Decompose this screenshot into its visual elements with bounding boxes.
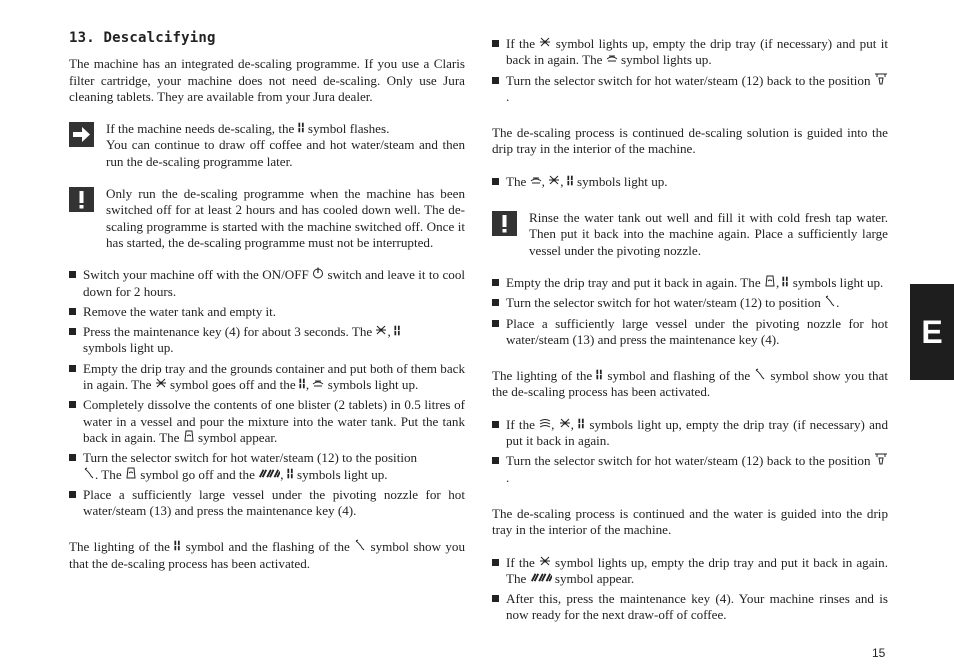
list-item: Turn the selector switch for hot water/steam (12) back to the position .: [492, 453, 888, 486]
cleaning-icon: [530, 572, 552, 583]
descale-bars-icon: [567, 175, 574, 186]
right-steps-list-2: [492, 174, 888, 190]
drip-tray-icon: [606, 52, 618, 64]
descale-bars-icon: [299, 378, 306, 389]
list-item: If the symbol lights up, empty the drip tray and put it back in again. The symbol appear.: [492, 555, 888, 588]
section-title: 13. Descalcifying: [69, 30, 216, 46]
info-note-line2: You can continue to draw off coffee and hot water/steam and then run the de-scaling programme later.: [106, 137, 465, 169]
right-steps-list-3: [492, 275, 888, 348]
grounds-container-icon: [548, 174, 560, 186]
water-tank-icon: [183, 430, 195, 442]
intro-paragraph: The machine has an integrated de-scaling programme. If you use a Claris filter cartridge, your machine does not need de-scaling. Only use Jura cleaning tablets. They are available from your Jura dealer.: [69, 56, 465, 104]
water-tank-icon: [764, 275, 776, 287]
warning-note-right-text: Rinse the water tank out well and fill it with cold fresh tap water. Then put it back into the machine again. Place a sufficiently large vessel under the pivoting nozzle.: [529, 210, 888, 258]
drip-tray-icon: [312, 377, 324, 389]
left-column: [69, 30, 465, 572]
right-steps-list-1: [492, 36, 888, 105]
list-item: Empty the drip tray and the grounds container and put both of them back in again. The symbol goes off and the , symbols light up.: [69, 361, 465, 394]
list-item: Completely dissolve the contents of one blister (2 tablets) in 0.5 litres of water in a vessel and pour the mixture into the water tank. Put the tank back in again. The symbol appear.: [69, 397, 465, 446]
right-column: [492, 30, 888, 628]
warning-note: [69, 186, 465, 251]
info-note-line1-post: symbol flashes.: [304, 121, 390, 137]
steam-nozzle-icon: [754, 368, 766, 380]
steam-nozzle-icon: [824, 295, 836, 307]
right-steps-list-4: [492, 417, 888, 486]
cleaning-icon: [258, 468, 280, 479]
steam-nozzle-icon: [354, 539, 366, 551]
page-number: 15: [872, 646, 886, 660]
grounds-container-icon: [155, 377, 167, 389]
right-paragraph-1: The de-scaling process is continued de-scaling solution is guided into the drip tray in the interior of the machine.: [492, 125, 888, 157]
steam-nozzle-icon: [83, 467, 95, 479]
grounds-container-icon: [539, 36, 551, 48]
list-item: Turn the selector switch for hot water/steam (12) to position .: [492, 295, 888, 311]
list-item: Switch your machine off with the ON/OFF switch and leave it to cool down for 2 hours.: [69, 267, 465, 300]
list-item: The , , symbols light up.: [492, 174, 888, 190]
grounds-container-icon: [559, 417, 571, 429]
arrow-right-icon: [69, 122, 94, 147]
drip-tray-icon: [530, 174, 542, 186]
list-item: Press the maintenance key (4) for about 3 seconds. The , symbols light up.: [69, 324, 465, 357]
descale-bars-icon: [287, 468, 294, 479]
cup-icon: [874, 453, 888, 465]
list-item: Turn the selector switch for hot water/steam (12) to the position . The symbol go off and the , symbols light up.: [69, 450, 465, 483]
list-item: If the , , symbols light up, empty the drip tray (if necessary) and put it back in again.: [492, 417, 888, 450]
list-item: Place a sufficiently large vessel under the pivoting nozzle for hot water/steam (13) and press the maintenance key (4).: [492, 316, 888, 349]
list-item: Turn the selector switch for hot water/steam (12) back to the position .: [492, 73, 888, 106]
cup-icon: [874, 73, 888, 85]
list-item: Place a sufficiently large vessel under the pivoting nozzle for hot water/steam (13) and press the maintenance key (4).: [69, 487, 465, 520]
left-steps-list: [69, 267, 465, 519]
power-icon: [312, 267, 324, 279]
exclamation-icon: [69, 187, 94, 212]
left-final-paragraph: The lighting of the symbol and the flashing of the symbol show you that the de-scaling process has been activated.: [69, 539, 466, 571]
warning-note-right: [492, 210, 888, 259]
right-paragraph-3: The de-scaling process is continued and the water is guided into the drip tray in the interior of the machine.: [492, 505, 888, 538]
grounds-container-icon: [539, 555, 551, 567]
list-item: If the symbol lights up, empty the drip tray (if necessary) and put it back in again. The symbol lights up.: [492, 36, 888, 69]
exclamation-icon: [492, 211, 517, 236]
right-steps-list-5: [492, 555, 888, 624]
list-item: Empty the drip tray and put it back in again. The , symbols light up.: [492, 275, 888, 291]
descale-bars-icon: [298, 122, 305, 133]
right-paragraph-2: The lighting of the symbol and flashing of the symbol show you that the de-scaling process has been activated.: [492, 368, 889, 400]
section-tab: E: [910, 284, 954, 380]
grounds-container-icon: [375, 324, 387, 336]
rinse-icon: [539, 417, 551, 429]
list-item: After this, press the maintenance key (4). Your machine rinses and is now ready for the next draw-off of coffee.: [492, 591, 888, 624]
warning-note-text: Only run the de-scaling programme when the machine has been switched off for at least 2 hours and has cooled down well. The de-scaling programme is started with the machine switched off. Once it has started, the de-scaling programme must not be interrupted.: [106, 186, 465, 250]
info-note-line1-pre: If the machine needs de-scaling, the: [106, 121, 298, 137]
info-note: [69, 121, 465, 170]
descale-bars-icon: [394, 325, 401, 336]
list-item: Remove the water tank and empty it.: [69, 304, 465, 320]
water-tank-icon: [125, 467, 137, 479]
